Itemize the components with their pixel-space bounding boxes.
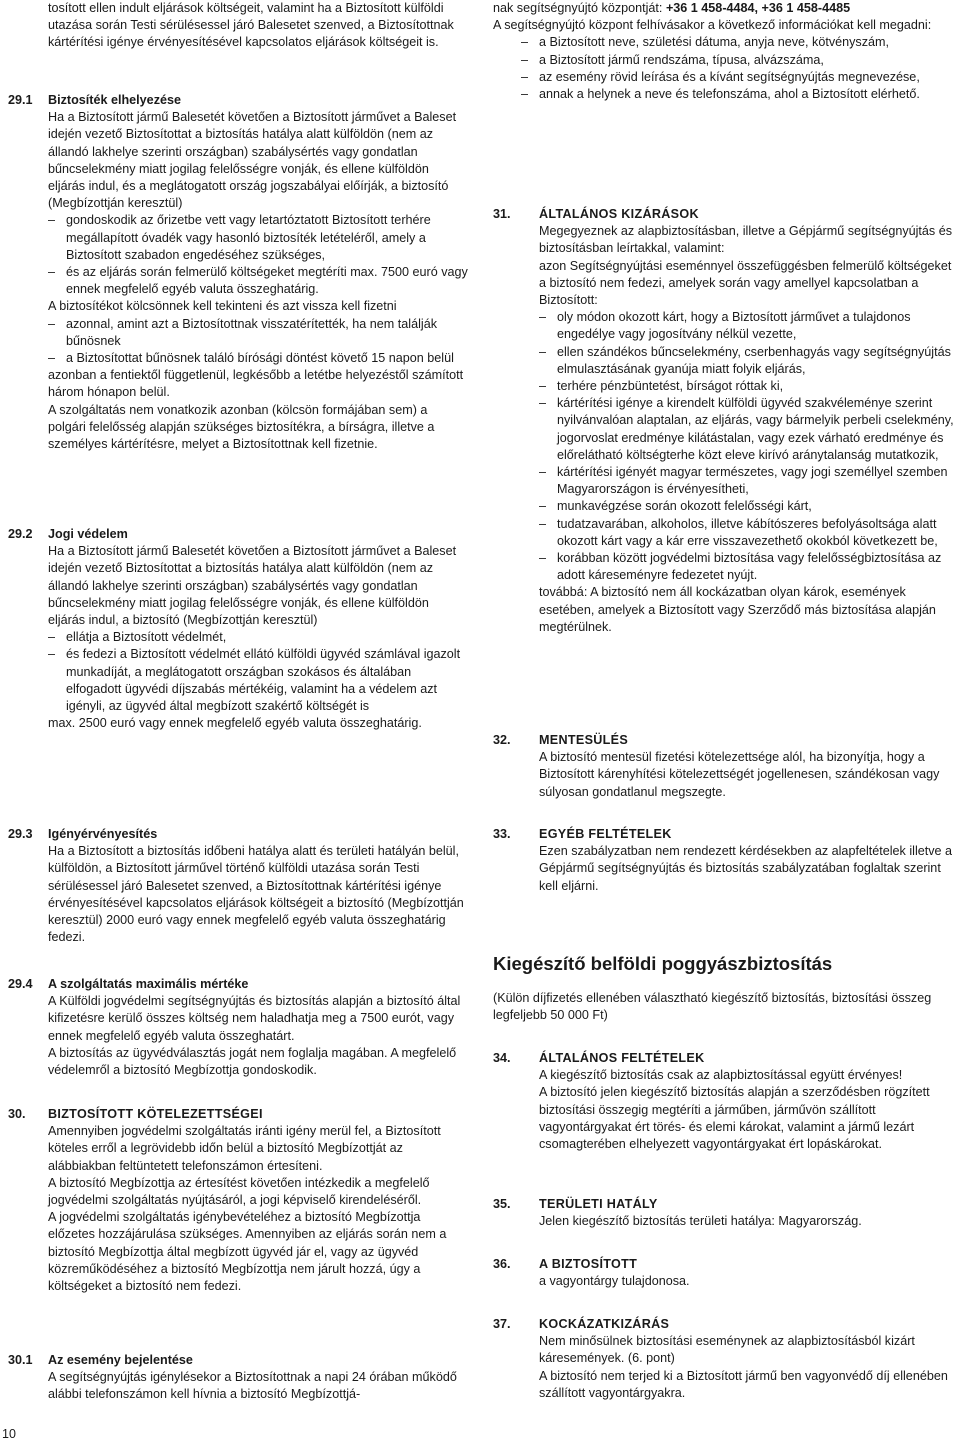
paragraph: Ezen szabályzatban nem rendezett kérdésekben az alapfeltételek illetve a Gépjármű segítségnyújtás és biztosítás szabályzatában foglaltak szerint kell eljárni. — [539, 844, 953, 893]
section-title: TERÜLETI HATÁLY — [539, 1197, 658, 1211]
paragraph: Nem minősülnek biztosítási eseménynek az alapbiztosításból kizárt káresemények. (6. pont) — [539, 1334, 915, 1366]
section-title: Az esemény bejelentése — [48, 1353, 193, 1367]
list-item: – ellátja a Biztosított védelmét, — [48, 629, 468, 646]
section-number: 32. — [493, 733, 511, 747]
paragraph: A biztosítékot kölcsönnek kell tekinteni és azt vissza kell fizetni — [48, 299, 397, 314]
paragraph: Amennyiben jogvédelmi szolgáltatás iránti igény merül fel, a Biztosított köteles erről a legrövidebb időn belül a biztosító Megbízottját az alábbiakban feltüntetett telefonszámon értesíteni. — [48, 1124, 441, 1173]
section-32 — [493, 732, 958, 801]
section-number: 37. — [493, 1317, 511, 1331]
section-title: KOCKÁZATKIZÁRÁS — [539, 1317, 670, 1331]
list-item: – kártérítési igényét magyar természetes, vagy jogi személlyel szemben Magyarországon is érvényesítheti, — [539, 464, 958, 498]
section-number: 29.3 — [8, 827, 33, 841]
section-title: Biztosíték elhelyezése — [48, 93, 181, 107]
paragraph: azon Segítségnyújtási eseménnyel összefüggésben felmerülő költségeket a biztosító nem fedezi, amelyek során vagy amellyel kapcsolatban a Biztosított: — [539, 258, 952, 308]
phone-numbers: +36 1 458-4484, +36 1 458-4485 — [665, 1, 851, 15]
section-35 — [493, 1196, 958, 1230]
paragraph: a vagyontárgy tulajdonosa. — [539, 1274, 690, 1289]
paragraph: Ha a Biztosított jármű Balesetét követően a Biztosított járművet a Baleset idején vezető Biztosítottat a biztosítás hatálya alatt külföldön (nem az állandó lakhelye szerinti országban) szabálysértés vagy gondatlan bűncselekmény miatt jogilag felelősségre vonják, és ellene külföldön eljárás indul, a biztosító (Megbízottján keresztül) — [48, 544, 457, 628]
page-number: 10 — [2, 1427, 16, 1441]
list-item: – kártérítési igénye a kirendelt külföldi ügyvéd szakvéleménye szerint nyilvánvalóan alaptalan, az eljárás, vagy bármelyik perbeli cselekmény, jogorvoslat eredménye kilátástalan, vagy ezek várható eredménye és előrelátható költségterhe közt eleve kirívó aránytalanság mutatkozik, — [539, 395, 958, 464]
paragraph: A biztosító mentesül fizetési kötelezettsége alól, ha bizonyítja, hogy a Biztosított kárenyhítési kötelezettségét jogellenesen, szándékosan vagy súlyosan gondatlanul megszegte. — [539, 750, 940, 799]
section-29-3 — [8, 826, 468, 946]
section-29-2 — [8, 526, 468, 732]
section-30-1 — [8, 1352, 468, 1404]
list-item: – gondoskodik az őrizetbe vett vagy letartóztatott Biztosított terhére megállapított óvadék vagy hasonló biztosíték letételéről, amely a Biztosított szabadon engedéséhez szükséges, — [48, 212, 468, 264]
paragraph: Jelen kiegészítő biztosítás területi hatálya: Magyarország. — [539, 1214, 862, 1229]
section-30 — [8, 1106, 468, 1295]
paragraph: A segítségnyújtás igénylésekor a Biztosítottnak a napi 24 órában működő alábbi telefonszámon kell hívnia a biztosító Megbízottjá- — [48, 1370, 457, 1402]
section-title: Jogi védelem — [48, 527, 128, 541]
list-item: – terhére pénzbüntetést, bírságot róttak ki, — [539, 378, 958, 395]
paragraph: azonban a fentiektől függetlenül, legkésőbb a letétbe helyezéstől számított három hónapon belül. — [48, 368, 464, 400]
section-number: 29.4 — [8, 977, 33, 991]
paragraph: A segítségnyújtó központ felhívásakor a következő információkat kell megadni: — [493, 18, 932, 33]
list-item: – munkavégzése során okozott felelősségi kárt, — [539, 498, 958, 515]
list-item: – tudatzavarában, alkoholos, illetve kábítószeres befolyásoltsága alatt okozott kárt vagy a kár erre visszavezethető okokból következett be, — [539, 516, 958, 550]
supplementary-heading-block — [493, 952, 958, 1024]
section-number: 33. — [493, 827, 511, 841]
list-item: – korábban között jogvédelmi biztosítása vagy felelősségbiztosítása az adott káreseményre fedezetet nyújt. — [539, 550, 958, 584]
intro-text: tosított ellen indult eljárások költségeit, valamint ha a Biztosított külföldi utazása során Testi sérülésessel járó Balesetet szenved, a Biztosítottnak kártérítési igénye érvényesítésével kapcsolatos eljárások költségeit is. — [48, 1, 454, 50]
list-item: – ellen szándékos bűncselekmény, cserbenhagyás vagy segítségnyújtás elmulasztásának gyanúja miatt folyik eljárás, — [539, 344, 958, 378]
section-number: 35. — [493, 1197, 511, 1211]
contact-text: nak segítségnyújtó központját: — [493, 1, 663, 15]
paragraph: A kiegészítő biztosítás csak az alapbiztosítással együtt érvényes! — [539, 1068, 903, 1083]
paragraph: továbbá: A biztosító nem áll kockázatban olyan károk, események esetében, amelyek a Biztosított vagy Szerződő más biztosítása alapján megtérülnek. — [539, 585, 936, 634]
section-34 — [493, 1050, 958, 1153]
list-item: – a Biztosított neve, születési dátuma, anyja neve, kötvényszám, — [521, 34, 958, 51]
section-29-1 — [8, 92, 468, 453]
list-item: – az esemény rövid leírása és a kívánt segítségnyújtás megnevezése, — [521, 69, 958, 86]
section-number: 30.1 — [8, 1353, 33, 1367]
section-33 — [493, 826, 958, 895]
supplementary-title: Kiegészítő belföldi poggyászbiztosítás — [493, 953, 833, 974]
list-item: – a Biztosítottat bűnösnek találó bírósági döntést követő 15 napon belül — [48, 350, 468, 367]
section-title: ÁLTALÁNOS FELTÉTELEK — [539, 1051, 705, 1065]
section-title: MENTESÜLÉS — [539, 733, 629, 747]
section-37 — [493, 1316, 958, 1402]
section-title: EGYÉB FELTÉTELEK — [539, 827, 672, 841]
list-item: – annak a helynek a neve és telefonszáma, ahol a Biztosított elérhető. — [521, 86, 958, 103]
section-number: 31. — [493, 207, 511, 221]
paragraph: A biztosító jelen kiegészítő biztosítás alapján a szerződésben rögzített biztosítási összegig megtéríti a járműben, járművön szállított vagyontárgyakat ért törés- és elemi károkat, valamint a jármű lezárt csomagterében elhelyezett vagyontárgyakat ért lopáskárokat. — [539, 1085, 930, 1152]
section-number: 36. — [493, 1257, 511, 1271]
list-item: – és fedezi a Biztosított védelmét ellátó külföldi ügyvéd számlával igazolt munkadíját, a meglátogatott országban szokásos és általában elfogadott ügyvédi díjszabás mértékéig, valamint ha a védelem azt igényli, az ügyvéd által megbízott szakértő költségét is — [48, 646, 468, 715]
section-number: 29.1 — [8, 93, 33, 107]
section-title: BIZTOSÍTOTT KÖTELEZETTSÉGEI — [48, 1107, 263, 1121]
section-title: Igényérvényesítés — [48, 827, 158, 841]
paragraph: A jogvédelmi szolgáltatás igénybevételéhez a biztosító Megbízottja előzetes hozzájárulása szükséges. Amennyiben az eljárás során nem a biztosító Megbízottja által megbízott ügyvéd jár el, vagy az ügyvéd közreműködéséhez a biztosító Megbízottja nem járult hozzá, úgy a költségeket a biztosító nem fedezi. — [48, 1210, 447, 1294]
list-item: – oly módon okozott kárt, hogy a Biztosított járművet a tulajdonos engedélye vagy jogosítvány nélkül vezette, — [539, 309, 958, 343]
paragraph — [493, 0, 958, 17]
paragraph: Megegyeznek az alapbiztosításban, illetve a Gépjármű segítségnyújtás és biztosításban leírtakkal, valamint: — [539, 224, 953, 256]
paragraph: Ha a Biztosított a biztosítás időbeni hatálya alatt és területi hatályán belül, külföldön, a Biztosított járművel történő külföldi utazása során Testi sérülésessel járó Balesetet szenved, a Biztosítottnak kártérítési igénye érvényesítésével kapcsolatos eljárások költségeit a biztosító (Megbízottján keresztül) 2000 euró vagy ennek megfelelő egyéb valuta összeghatárig fedezi. — [48, 844, 464, 945]
section-title: ÁLTALÁNOS KIZÁRÁSOK — [539, 207, 699, 221]
section-29-4 — [8, 976, 468, 1079]
contact-continuation — [493, 0, 958, 103]
intro-continuation — [8, 0, 468, 52]
section-title: A BIZTOSÍTOTT — [539, 1257, 638, 1271]
section-number: 29.2 — [8, 527, 33, 541]
paragraph: A biztosító Megbízottja az értesítést követően intézkedik a megfelelő jogvédelmi szolgáltatás nyújtásáról, a jogi képviselő kirendeléséről. — [48, 1175, 430, 1208]
paragraph: A biztosítás az ügyvédválasztás jogát nem foglalja magában. A megfelelő védelemről a biztosító Megbízottja gondoskodik. — [48, 1045, 457, 1078]
list-item: – azonnal, amint azt a Biztosítottnak visszatérítették, ha nem találják bűnösnek — [48, 316, 468, 350]
list-item: – a Biztosított jármű rendszáma, típusa, alvázszáma, — [521, 52, 958, 69]
paragraph: A Külföldi jogvédelmi segítségnyújtás és biztosítás alapján a biztosító által kifizetésre kerülő összes költség nem haladhatja meg a 7500 eurót, vagy ennek megfelelő egyéb valuta összeghatárt. — [48, 994, 461, 1043]
paragraph: Ha a Biztosított jármű Balesetét követően a Biztosított járművet a Baleset idején vezető Biztosítottat a biztosítás hatálya alatt külföldön (nem az állandó lakhelye szerinti országban) szabálysértés vagy gondatlan bűncselekmény miatt jogilag felelősségre vonják, és ellene külföldön eljárás indul, és a meglátogatott ország jogszabályai előírják, a biztosító (Megbízottján keresztül) — [48, 110, 457, 211]
paragraph: max. 2500 euró vagy ennek megfelelő egyéb valuta összeghatárig. — [48, 716, 422, 731]
list-item: – és az eljárás során felmerülő költségeket megtéríti max. 7500 euró vagy ennek megfelelő egyéb valuta összeghatárig. — [48, 264, 468, 298]
paragraph: A szolgáltatás nem vonatkozik azonban (kölcsön formájában sem) a polgári felelősség alapján szükséges biztosítékra, a bírságra, illetve a személyes kártérítésre, melyet a Biztosítottnak kell fizetnie. — [48, 402, 435, 452]
section-title: A szolgáltatás maximális mértéke — [48, 977, 249, 991]
section-number: 30. — [8, 1107, 26, 1121]
section-number: 34. — [493, 1051, 511, 1065]
section-31 — [493, 206, 958, 636]
section-36 — [493, 1256, 958, 1290]
paragraph: A biztosító nem terjed ki a Biztosított jármű ben vagyonvédő díj ellenében szállított vagyontárgyakra. — [539, 1368, 948, 1400]
supplementary-subtitle: (Külön díjfizetés ellenében választható kiegészítő biztosítás, biztosítási összeg legfeljebb 50 000 Ft) — [493, 991, 932, 1023]
